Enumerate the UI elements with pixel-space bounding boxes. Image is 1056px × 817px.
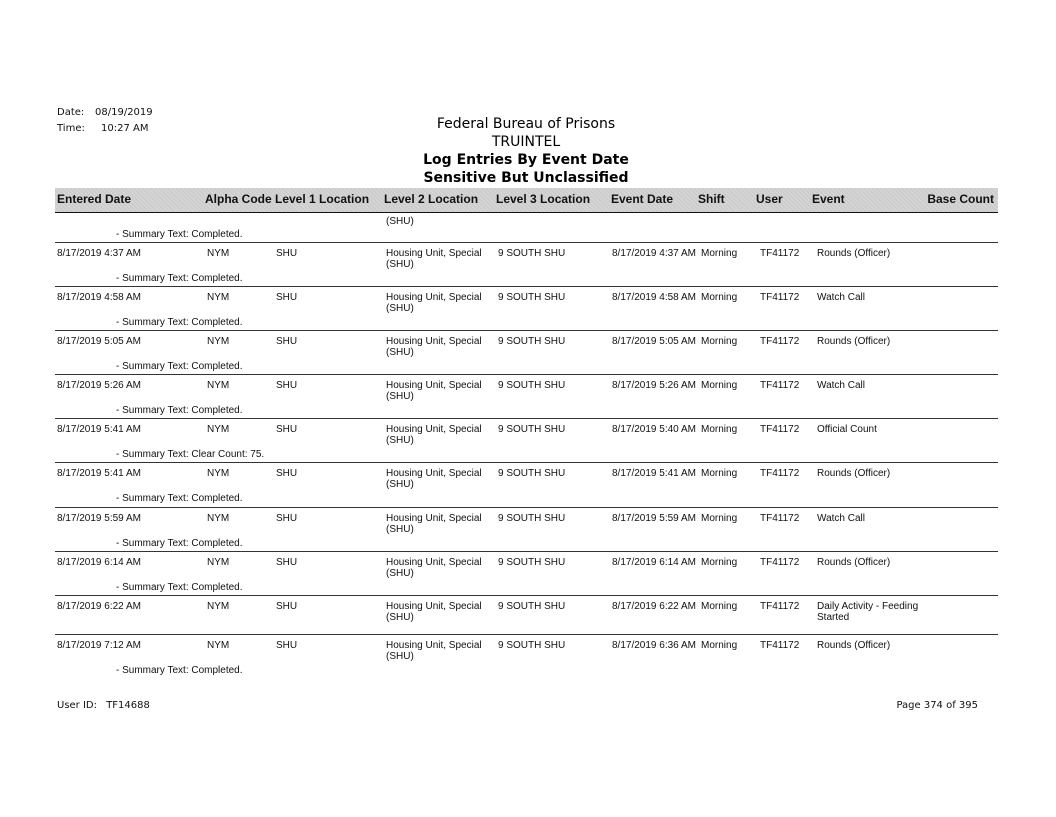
- shift-cell: Morning: [701, 292, 738, 303]
- event-cell: Watch Call: [817, 380, 865, 391]
- report-time: Time: 10:27 AM: [57, 123, 149, 134]
- level2-cell: Housing Unit, Special (SHU): [386, 601, 482, 623]
- user-cell: TF41172: [760, 336, 800, 347]
- level2-cell: Housing Unit, Special (SHU): [386, 336, 482, 358]
- level3-cell: 9 SOUTH SHU: [498, 468, 566, 479]
- level2-cell: Housing Unit, Special (SHU): [386, 248, 482, 270]
- level1-cell: SHU: [276, 292, 298, 303]
- entered-date-cell: 8/17/2019 7:12 AM: [57, 640, 141, 651]
- user-cell: TF41172: [760, 601, 800, 612]
- level3-cell: 9 SOUTH SHU: [498, 292, 566, 303]
- event-date-cell: 8/17/2019 4:37 AM: [612, 248, 696, 259]
- event-date-cell: 8/17/2019 5:40 AM: [612, 424, 696, 435]
- row-separator: [55, 374, 998, 375]
- level1-cell: SHU: [276, 557, 298, 568]
- summary-text: - Summary Text: Completed.: [116, 405, 243, 416]
- row-separator: [55, 634, 998, 635]
- alpha-code-cell: NYM: [207, 557, 230, 568]
- summary-text: - Summary Text: Completed.: [116, 273, 243, 284]
- event-cell: Watch Call: [817, 292, 865, 303]
- col-base-count: Base Count: [927, 192, 994, 206]
- event-date-cell: 8/17/2019 6:36 AM: [612, 640, 696, 651]
- user-cell: TF41172: [760, 380, 800, 391]
- alpha-code-cell: NYM: [207, 468, 230, 479]
- system-title: TRUINTEL: [491, 134, 561, 150]
- level1-cell: SHU: [276, 601, 298, 612]
- level3-cell: 9 SOUTH SHU: [498, 380, 566, 391]
- level1-cell: SHU: [276, 424, 298, 435]
- level2-cell: Housing Unit, Special (SHU): [386, 557, 482, 579]
- level2-cell: Housing Unit, Special (SHU): [386, 380, 482, 402]
- user-cell: TF41172: [760, 557, 800, 568]
- row-separator: [55, 330, 998, 331]
- event-cell: Watch Call: [817, 513, 865, 524]
- level2-cell: Housing Unit, Special (SHU): [386, 468, 482, 490]
- event-date-cell: 8/17/2019 5:26 AM: [612, 380, 696, 391]
- level1-cell: SHU: [276, 336, 298, 347]
- user-cell: TF41172: [760, 292, 800, 303]
- event-date-cell: 8/17/2019 5:41 AM: [612, 468, 696, 479]
- shift-cell: Morning: [701, 513, 738, 524]
- shift-cell: Morning: [701, 336, 738, 347]
- level3-cell: 9 SOUTH SHU: [498, 513, 566, 524]
- alpha-code-cell: NYM: [207, 513, 230, 524]
- level2-cell: Housing Unit, Special (SHU): [386, 513, 482, 535]
- summary-text: - Summary Text: Completed.: [116, 582, 243, 593]
- event-date-cell: 8/17/2019 4:58 AM: [612, 292, 696, 303]
- shift-cell: Morning: [701, 640, 738, 651]
- event-cell: Rounds (Officer): [817, 557, 891, 568]
- alpha-code-cell: NYM: [207, 424, 230, 435]
- page-number: Page 374 of 395: [896, 700, 978, 711]
- report-title: Log Entries By Event Date: [423, 152, 629, 168]
- entered-date-cell: 8/17/2019 6:22 AM: [57, 601, 141, 612]
- entered-date-cell: 8/17/2019 4:37 AM: [57, 248, 141, 259]
- entered-date-cell: 8/17/2019 5:26 AM: [57, 380, 141, 391]
- shift-cell: Morning: [701, 557, 738, 568]
- row-separator: [55, 551, 998, 552]
- col-level3-location: Level 3 Location: [496, 192, 591, 206]
- level3-cell: 9 SOUTH SHU: [498, 557, 566, 568]
- summary-text: - Summary Text: Clear Count: 75.: [116, 449, 265, 460]
- footer-user-id: User ID: TF14688: [57, 700, 150, 711]
- level1-cell: SHU: [276, 248, 298, 259]
- classification-label: Sensitive But Unclassified: [423, 170, 629, 186]
- level2-cell: Housing Unit, Special (SHU): [386, 640, 482, 662]
- event-cell: Rounds (Officer): [817, 468, 891, 479]
- user-cell: TF41172: [760, 640, 800, 651]
- user-cell: TF41172: [760, 468, 800, 479]
- agency-title: Federal Bureau of Prisons: [436, 116, 616, 132]
- col-level2-location: Level 2 Location: [384, 192, 479, 206]
- event-cell: Rounds (Officer): [817, 640, 891, 651]
- summary-text: - Summary Text: Completed.: [116, 665, 243, 676]
- row-separator: [55, 242, 998, 243]
- col-event-date: Event Date: [611, 192, 674, 206]
- level1-cell: SHU: [276, 380, 298, 391]
- level2-cell: Housing Unit, Special (SHU): [386, 292, 482, 314]
- row-separator: [55, 595, 998, 596]
- level3-cell: 9 SOUTH SHU: [498, 336, 566, 347]
- level3-cell: 9 SOUTH SHU: [498, 640, 566, 651]
- row-separator: [55, 507, 998, 508]
- col-shift: Shift: [698, 192, 725, 206]
- shift-cell: Morning: [701, 424, 738, 435]
- level3-cell: 9 SOUTH SHU: [498, 248, 566, 259]
- event-date-cell: 8/17/2019 6:14 AM: [612, 557, 696, 568]
- col-entered-date: Entered Date: [57, 192, 132, 206]
- continued-summary: - Summary Text: Completed.: [116, 229, 243, 240]
- col-alpha-code: Alpha Code: [205, 192, 272, 206]
- alpha-code-cell: NYM: [207, 640, 230, 651]
- shift-cell: Morning: [701, 468, 738, 479]
- col-user: User: [756, 192, 783, 206]
- summary-text: - Summary Text: Completed.: [116, 361, 243, 372]
- shift-cell: Morning: [701, 248, 738, 259]
- shift-cell: Morning: [701, 380, 738, 391]
- summary-text: - Summary Text: Completed.: [116, 538, 243, 549]
- alpha-code-cell: NYM: [207, 380, 230, 391]
- level2-cell: Housing Unit, Special (SHU): [386, 424, 482, 446]
- entered-date-cell: 8/17/2019 5:41 AM: [57, 468, 141, 479]
- report-date: Date: 08/19/2019: [57, 107, 153, 118]
- row-separator: [55, 418, 998, 419]
- col-event: Event: [812, 192, 845, 206]
- alpha-code-cell: NYM: [207, 292, 230, 303]
- event-date-cell: 8/17/2019 6:22 AM: [612, 601, 696, 612]
- event-cell: Rounds (Officer): [817, 336, 891, 347]
- level1-cell: SHU: [276, 640, 298, 651]
- level3-cell: 9 SOUTH SHU: [498, 424, 566, 435]
- summary-text: - Summary Text: Completed.: [116, 317, 243, 328]
- table-header: [55, 188, 998, 213]
- level1-cell: SHU: [276, 513, 298, 524]
- event-cell: Daily Activity - Feeding Started: [817, 601, 919, 623]
- event-date-cell: 8/17/2019 5:05 AM: [612, 336, 696, 347]
- entered-date-cell: 8/17/2019 4:58 AM: [57, 292, 141, 303]
- user-cell: TF41172: [760, 424, 800, 435]
- row-separator: [55, 462, 998, 463]
- user-cell: TF41172: [760, 248, 800, 259]
- level3-cell: 9 SOUTH SHU: [498, 601, 566, 612]
- summary-text: - Summary Text: Completed.: [116, 493, 243, 504]
- entered-date-cell: 8/17/2019 5:59 AM: [57, 513, 141, 524]
- entered-date-cell: 8/17/2019 5:41 AM: [57, 424, 141, 435]
- event-date-cell: 8/17/2019 5:59 AM: [612, 513, 696, 524]
- alpha-code-cell: NYM: [207, 336, 230, 347]
- level1-cell: SHU: [276, 468, 298, 479]
- col-level1-location: Level 1 Location: [275, 192, 370, 206]
- alpha-code-cell: NYM: [207, 601, 230, 612]
- row-separator: [55, 286, 998, 287]
- shift-cell: Morning: [701, 601, 738, 612]
- alpha-code-cell: NYM: [207, 248, 230, 259]
- event-cell: Rounds (Officer): [817, 248, 891, 259]
- entered-date-cell: 8/17/2019 6:14 AM: [57, 557, 141, 568]
- user-cell: TF41172: [760, 513, 800, 524]
- event-cell: Official Count: [817, 424, 877, 435]
- entered-date-cell: 8/17/2019 5:05 AM: [57, 336, 141, 347]
- continued-level2: (SHU): [386, 216, 414, 227]
